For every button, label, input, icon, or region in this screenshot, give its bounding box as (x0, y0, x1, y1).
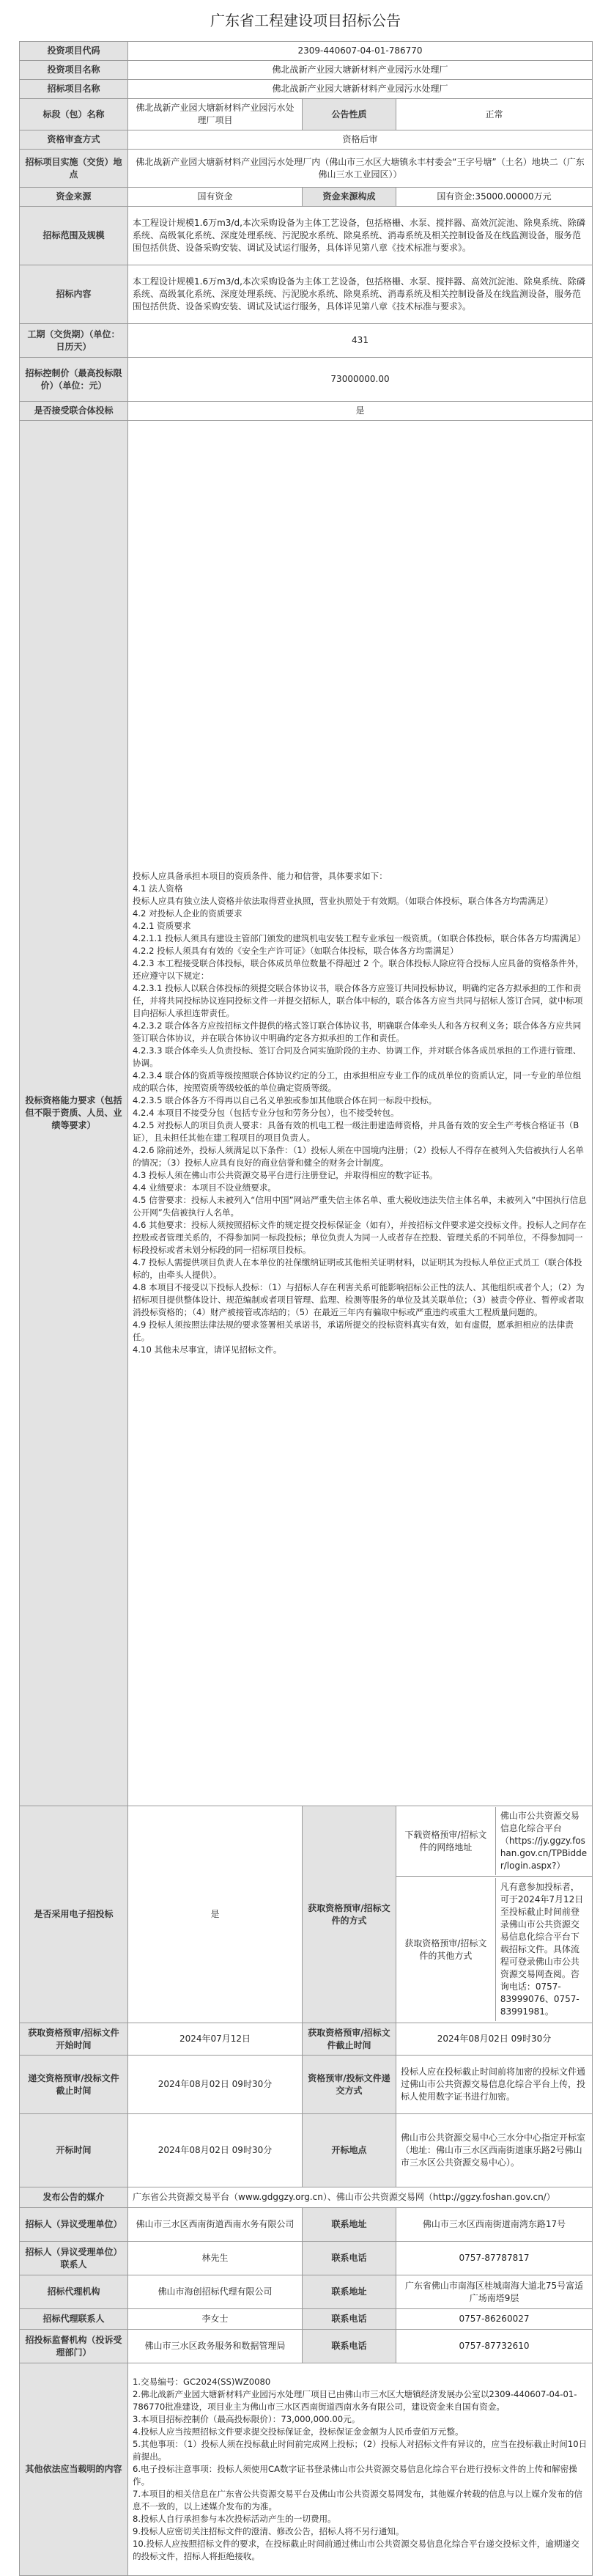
label: 其他依法应当载明的内容 (20, 2363, 128, 2576)
paragraph: 投标人应具有独立法人资格并依法取得营业执照，营业执照处于有效期。（如联合体投标，联合体各方均需满足） (133, 896, 553, 906)
download-subtable (396, 1807, 592, 1875)
label: 资金来源 (20, 188, 128, 207)
label: 递交资格预审/投标文件截止时间 (20, 2056, 128, 2114)
label: 招标项目名称 (20, 80, 128, 99)
paragraph: 4.1 法人资格 (133, 883, 183, 894)
value: 凡有意参加投标者，可于2024年7月12日至投标截止时间前登录佛山市公共资源交易信息化综合平台下载招标文件。具体流程可登录佛山市公共资源交易网查阅。咨询电话：0757-83999076、0757-83991981。 (500, 1882, 584, 2017)
paragraph: 4.2.3 本工程接受联合体投标，联合体成员单位数量不得超过 2 个。联合体投标人除应符合投标人应具备的资格条件外，还应遵守以下规定： (133, 958, 585, 981)
label: 发布公告的媒介 (20, 2187, 128, 2208)
paragraph: 4.6 其他要求：投标人须按照招标文件的规定提交投标保证金（如有），并按招标文件要求递交投标文件。投标人之间存在控股或者管理关系的，不得参加同一标段投标；单位负责人为同一人或者存在控股、管理关系的不同单位，不得参加同一标段投标或者未划分标段的同一招标项目投标。 (133, 1220, 587, 1255)
row-location (20, 150, 593, 188)
label: 招标代理联系人 (20, 2309, 128, 2330)
label: 招标范围及规模 (20, 207, 128, 265)
label: 招投标监督机构（投诉受理部门） (20, 2330, 128, 2363)
row-obtain-time (20, 2023, 593, 2056)
label: 资格审查方式 (20, 130, 128, 150)
paragraph: 4.5 信誉要求：投标人未被列入“信用中国”网站严重失信主体名单、重大税收违法失信主体名单，未被列入“中国执行信息公开网”失信被执行人名单。 (133, 1195, 587, 1218)
paragraph: 4.8 本项目不接受以下投标人投标：（1）与招标人存在利害关系可能影响招标公正性的法人、其他组织或者个人；（2）为招标项目提供整体设计、规范编制或者项目管理、监理、检测等服务的单位及其关联单位；（3）被责令停业、暂停或者取消投标资格的；（4）财产被接管或冻结的；（5）在最近三年内有骗取中标或严重违约或重大工程质量问题的。 (133, 1282, 585, 1317)
value: 2024年07月12日 (128, 2023, 303, 2056)
value: 2024年08月02日 09时30分 (396, 2023, 593, 2056)
value: 佛山市海创招标代理有限公司 (128, 2275, 303, 2309)
paragraph: 4.2.5 对投标人的项目负责人要求：具备有效的机电工程一级注册建造师资格，并具备有效的安全生产考核合格证书（B证），且未担任其他在建工程项目的项目负责人。 (133, 1120, 579, 1143)
paragraph: 4.2.1.1 投标人须具有建设主管部门颁发的建筑机电安装工程专业承包一级资质。（如联合体投标，联合体各方均需满足） (133, 933, 586, 943)
label: 获取资格预审/招标文件的其他方式 (396, 1878, 495, 2021)
value: 佛北战新产业园大塘新材料产业园污水处理厂内（佛山市三水区大塘镇永丰村委会“王字号塘”（土名）地块二（广东佛山三水工业园区）） (128, 150, 593, 188)
paragraph: 4.3 投标人须在佛山市公共资源交易平台进行注册登记，并取得相应的数字证书。 (133, 1170, 438, 1180)
paragraph: 4.2.2 投标人须具有有效的《安全生产许可证》（如联合体投标，联合体各方均需满足） (133, 946, 459, 956)
value: 正常 (396, 99, 593, 130)
label: 联系地址 (303, 2275, 396, 2309)
paragraph: 4.投标人应当按照招标文件要求提交投标保证金，投标保证金金额为人民币壹佰万元整。 (133, 2426, 464, 2437)
paragraph: 4.2.6 除前述外，投标人须满足以下条件：（1）投标人须在中国境内注册；（2）投标人不得存在被列入失信被执行人名单的情况；（3）投标人应具有良好的商业信誉和健全的财务会计制度。 (133, 1145, 585, 1168)
other-method-cell (396, 1877, 593, 2023)
row-tenderer-contact (20, 2242, 593, 2275)
value: 佛山市三水区西南街道西南水务有限公司 (128, 2208, 303, 2242)
qualification-paragraphs (133, 870, 588, 1356)
paragraph: 9.投标人应密切关注招标文件的澄清、修改公告，招标人将不另行通知。 (133, 2526, 404, 2536)
label: 工期（交货期）（单位：日历天） (20, 324, 128, 358)
row-project-code (20, 42, 593, 61)
download-cell (396, 1806, 593, 1877)
paragraph: 4.2.4 本项目不接受分包（包括专业分包和劳务分包），也不接受转包。 (133, 1108, 399, 1118)
paragraph: 4.2.1 资质要求 (133, 921, 191, 931)
paragraph: 4.2.3.2 联合体各方应按招标文件提供的格式签订联合体协议书，明确联合体牵头人和各方权利义务；联合体各方应共同签订联合体协议，并在联合体协议中明确约定各方拟承担的工作和责任。 (133, 1020, 582, 1043)
paragraph: 10.投标人应按照招标文件的要求，在投标截止时间前通过佛山市公共资源交易信息化综合平台递交投标文件，逾期递交的投标文件，招标人将拒绝接收。 (133, 2539, 579, 2561)
label: 招标人（异议受理单位）联系人 (20, 2242, 128, 2275)
paragraph: 4.4 业绩要求：本项目不设业绩要求。 (133, 1182, 277, 1193)
value: 73000000.00 (128, 358, 593, 402)
paragraph: 5.其他事项：（1）投标人须在投标截止时间前完成网上投标；（2）投标人对招标文件有异议的，应当在投标截止时间10日前提出。 (133, 2439, 588, 2462)
value: 林先生 (128, 2242, 303, 2275)
value: 佛山市公共资源交易中心三水分中心指定开标室（地址：佛山市三水区西南街道康乐路2号佛山市三水区公共资源交易中心）。 (396, 2114, 593, 2187)
paragraph: 4.2 对投标人企业的资质要求 (133, 908, 242, 919)
row-project-name (20, 61, 593, 80)
value: 佛山市三水区西南街道南湾东路17号 (396, 2208, 593, 2242)
notice-table (19, 41, 593, 2576)
row-qualification (20, 421, 593, 1806)
label: 招标内容 (20, 265, 128, 324)
label: 获取资格预审/招标文件开始时间 (20, 2023, 128, 2056)
paragraph: 投标人应具备承担本项目的资质条件、能力和信誉，具体要求如下： (133, 871, 388, 881)
row-content (20, 265, 593, 324)
label: 公告性质 (303, 99, 396, 130)
paragraph: 4.2.3.1 投标人以联合体投标的须提交联合体协议书，联合体各方应签订共同投标协议，明确约定各方拟承担的工作和责任，并将共同投标协议连同投标文件一并提交招标人，联合体中标的，联合体各方应当共同与招标人签订合同，就中标项目向招标人承担连带责任。 (133, 983, 583, 1018)
label: 联系地址 (303, 2208, 396, 2242)
label: 招标代理机构 (20, 2275, 128, 2309)
paragraph: 1.交易编号：GC2024(SS)WZ0080 (133, 2377, 271, 2387)
value: 国有资金:35000.00000万元 (396, 188, 593, 207)
label: 下载资格预审/招标文件的网络地址 (396, 1807, 495, 1875)
label: 招标项目实施（交货）地点 (20, 150, 128, 188)
value: 国有资金 (128, 188, 303, 207)
row-funding (20, 188, 593, 207)
other-method-subtable (396, 1878, 592, 2021)
paragraph: 3.本项目招标控制价（最高投标限价）：73,000,000.00元。 (133, 2414, 360, 2424)
value: 投标人应在投标截止时间前将加密的投标文件通过佛山市公共资源交易信息化综合平台上传，投标人使用数字证书进行加密。 (396, 2056, 593, 2114)
label: 资格预审/投标文件递交方式 (303, 2056, 396, 2114)
value: 本工程设计规模1.6万m3/d,本次采购设备为主体工艺设备，包括格栅、水泵、搅拌器、高效沉淀池、除臭系统、除磷系统、高级氧化系统、深度处理系统、污泥脱水系统、除臭系统、消毒系统及相关控制设备及在线监测设备，服务范围包括供货、设备采购安装、调试及试运行服务，具体详见第八章《技术标准与要求》。 (128, 207, 593, 265)
label: 招标控制价（最高投标限价）（单位：元） (20, 358, 128, 402)
row-media (20, 2187, 593, 2208)
row-scope (20, 207, 593, 265)
label: 标段（包）名称 (20, 99, 128, 130)
value: 佛北战新产业园大塘新材料产业园污水处理厂项目 (128, 99, 303, 130)
row-submit (20, 2056, 593, 2114)
paragraph: 4.10 其他未尽事宜，请详见招标文件。 (133, 1344, 282, 1355)
row-agency-contact (20, 2309, 593, 2330)
value: 佛山市三水区政务服务和数据管理局 (128, 2330, 303, 2363)
row-agency (20, 2275, 593, 2309)
label: 获取资格预审/招标文件的方式 (303, 1806, 396, 2023)
value: 2024年08月02日 09时30分 (128, 2056, 303, 2114)
paragraph: 4.2.3.3 联合体牵头人负责投标、签订合同及合同实施阶段的主办、协调工作，并对联合体各成员承担的工作进行管理、协调。 (133, 1045, 582, 1068)
paragraph: 4.9 投标人须按照法律法规的要求签署相关承诺书，承诺所提交的投标资料真实有效，如有虚假，愿承担相应的法律责任。 (133, 1320, 574, 1342)
paragraph: 6.电子投标注意事项：投标人须使用CA数字证书登录佛山市公共资源交易信息化综合平台进行投标文件的上传和解密操作。 (133, 2464, 577, 2487)
value: 2309-440607-04-01-786770 (128, 42, 593, 61)
row-section (20, 99, 593, 130)
label: 联系电话 (303, 2309, 396, 2330)
label: 是否采用电子招投标 (20, 1806, 128, 2023)
row-consortium (20, 402, 593, 421)
value: 广东省佛山市南海区桂城南海大道北75号富适广场南塔9层 (396, 2275, 593, 2309)
value: 李女士 (128, 2309, 303, 2330)
row-open (20, 2114, 593, 2187)
row-supervisor (20, 2330, 593, 2363)
value: 是 (128, 402, 593, 421)
label: 是否接受联合体投标 (20, 402, 128, 421)
label: 投资项目代码 (20, 42, 128, 61)
value: 资格后审 (128, 130, 593, 150)
label: 开标地点 (303, 2114, 396, 2187)
value: 0757-87787817 (396, 2242, 593, 2275)
row-duration (20, 324, 593, 358)
label: 开标时间 (20, 2114, 128, 2187)
value: 广东省公共资源交易平台（www.gdggzy.org.cn）、佛山市公共资源交易网（http://ggzy.foshan.gov.cn/） (128, 2187, 593, 2208)
paragraph: 4.7 投标人需提供项目负责人在本单位的社保缴纳证明或其他相关证明材料，以证明其为投标人单位正式员工（联合体投标的，由牵头人提供）。 (133, 1257, 582, 1280)
value: 本工程设计规模1.6万m3/d,本次采购设备为主体工艺设备，包括格栅、水泵、搅拌器、高效沉淀池、除臭系统、除磷系统、高级氧化系统、深度处理系统、污泥脱水系统、除臭系统、消毒系统及相关控制设备及在线监测设备，服务范围包括供货、设备采购安装、调试及试运行服务，具体详见第八章《技术标准与要求》。 (128, 265, 593, 324)
row-electronic-1 (20, 1806, 593, 1877)
paragraph: 2.佛北战新产业园大塘新材料产业园污水处理厂项目已由佛山市三水区大塘镇经济发展办公室以2309-440607-04-01-786770批准建设，项目业主为佛山市三水区西南街道西南水务有限公司，建设资金来自国有资金。 (133, 2389, 577, 2412)
label: 招标人（异议受理单位） (20, 2208, 128, 2242)
value: 0757-86260027 (396, 2309, 593, 2330)
label: 投资项目名称 (20, 61, 128, 80)
row-tenderer (20, 2208, 593, 2242)
qualification-text (128, 421, 593, 1806)
paragraph: 8.投标人自行承担参与本次投标活动产生的一切费用。 (133, 2514, 336, 2524)
download-link[interactable]: 佛山市公共资源交易信息化综合平台（https://jy.ggzy.foshan.gov.cn/TPBidder/login.aspx?） (500, 1811, 588, 1871)
paragraph: 4.2.3.4 联合体的资质等级按照联合体协议约定的分工，由承担相应专业工作的成员单位的资质认定，同一专业的单位组成的联合体，按照资质等级较低的单位确定资质等级。 (133, 1070, 582, 1093)
row-max-price (20, 358, 593, 402)
label: 联系电话 (303, 2330, 396, 2363)
paragraph: 7.本项目的相关信息在广东省公共资源交易平台及佛山市公共资源交易网发布，其他媒介转载的信息与以上媒介发布的信息不一致的，以上述媒介发布的为准。 (133, 2489, 582, 2511)
row-other (20, 2363, 593, 2576)
value: 0757-87732610 (396, 2330, 593, 2363)
row-tender-project (20, 80, 593, 99)
other-text (128, 2363, 593, 2576)
page-title: 广东省工程建设项目招标公告 (210, 12, 401, 29)
label: 资金来源构成 (303, 188, 396, 207)
value: 431 (128, 324, 593, 358)
value: 2024年08月02日 09时30分 (128, 2114, 303, 2187)
value: 佛北战新产业园大塘新材料产业园污水处理厂 (128, 61, 593, 80)
label: 联系电话 (303, 2242, 396, 2275)
label: 获取资格预审/招标文件截止时间 (303, 2023, 396, 2056)
value: 是 (128, 1806, 303, 2023)
value: 佛北战新产业园大塘新材料产业园污水处理厂 (128, 80, 593, 99)
row-approval (20, 130, 593, 150)
paragraph: 4.2.3.5 联合体各方不得再以自己名义单独或参加其他联合体在同一标段中投标。 (133, 1095, 437, 1105)
other-paragraphs (133, 2376, 588, 2563)
label: 投标资格能力要求（包括但不限于资质、人员、业绩等要求） (20, 421, 128, 1806)
